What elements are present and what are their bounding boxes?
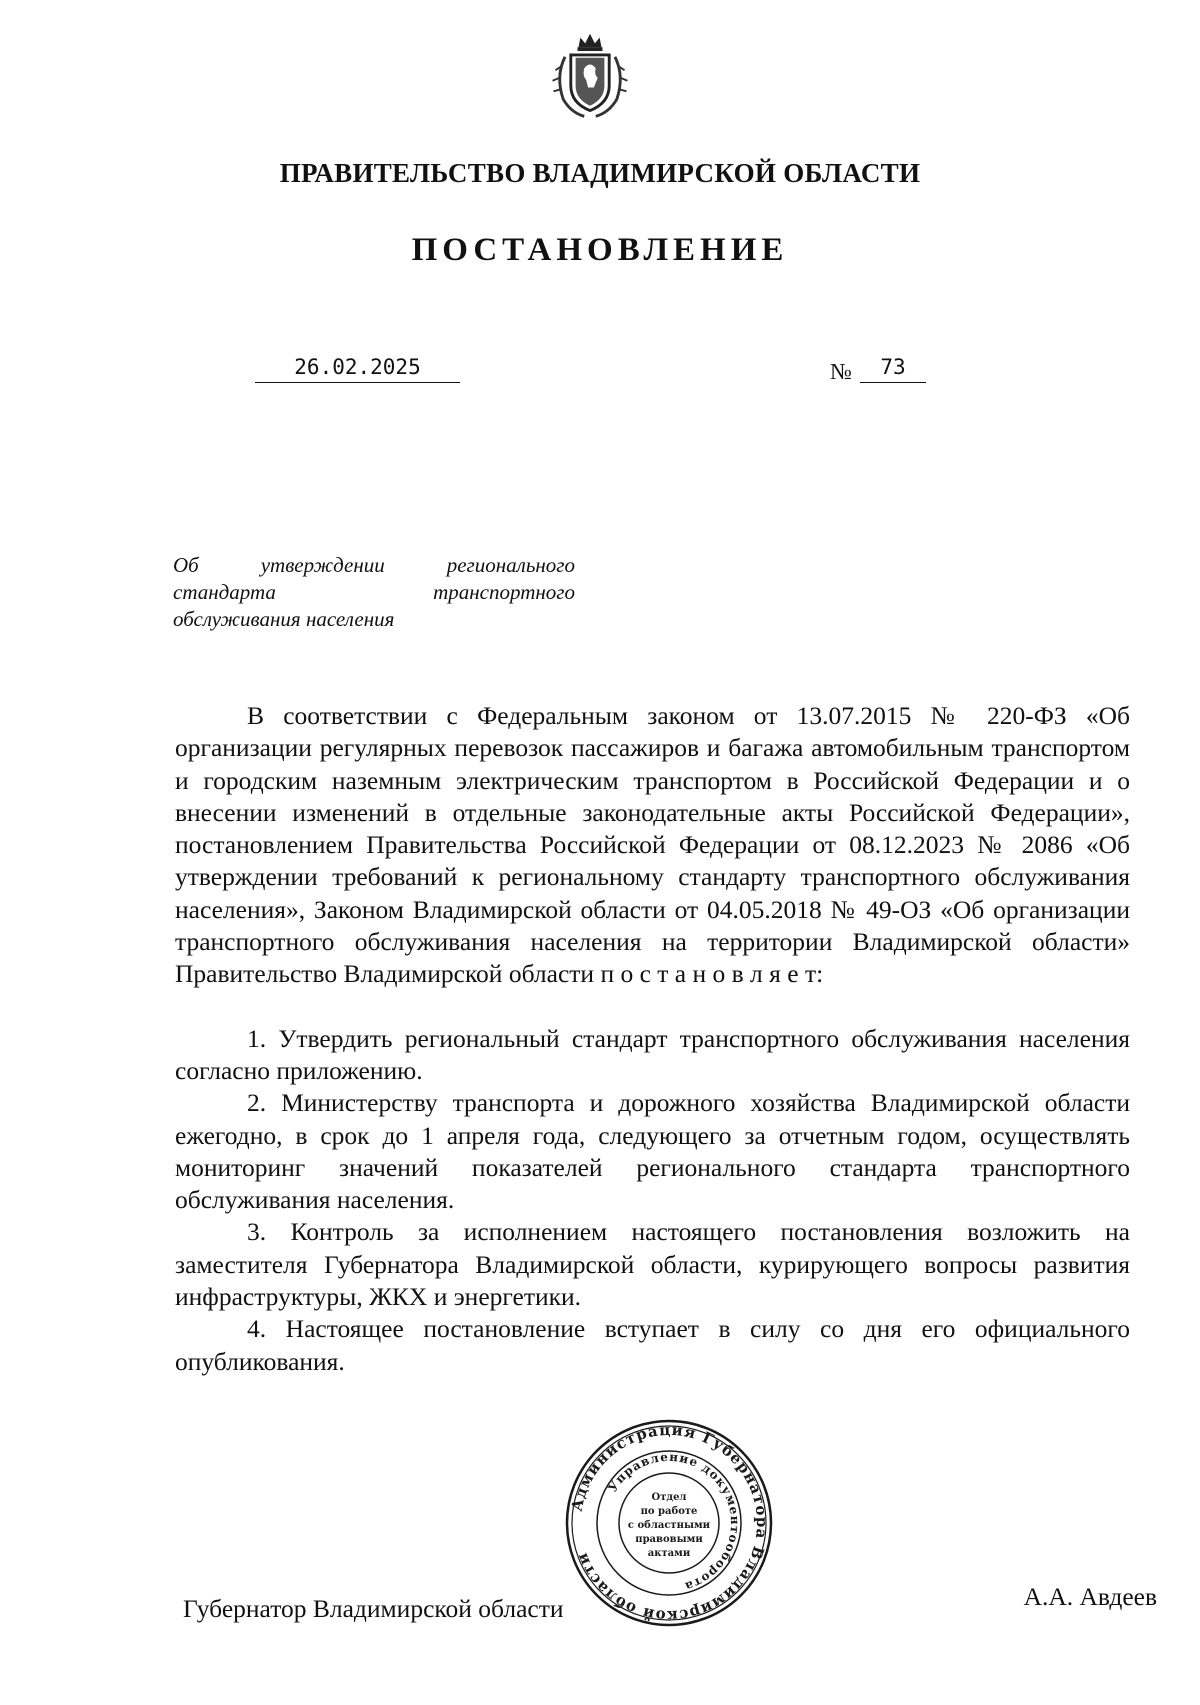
stamp-center-line: актами — [647, 1548, 691, 1559]
coat-of-arms-icon — [542, 28, 638, 124]
document-subject — [173, 552, 575, 633]
preamble-paragraph: В соответствии с Федеральным законом от 13.07.2015 № 220-ФЗ «Об организации регулярных перевозок пассажиров и багажа автомобильным транспортом и городским наземным электрическим транспортом в Российской Федерации и о внесении изменений в отдельные законодательные акты Российской Федерации», постановлением Правительства Российской Федерации от 08.12.2023 № 2086 «Об утверждении требований к региональному стандарту транспортного обслуживания населения», Законом Владимирской области от 04.05.2018 № 49-ОЗ «Об организации транспортного обслуживания населения на территории Владимирской области» Правительство Владимирской области п о с т а н о в л я е т: — [175, 701, 1130, 989]
subject-line: стандарта транспортного — [173, 580, 575, 604]
document-body — [175, 700, 1130, 1378]
stamp-inner-text: Управление документооборота — [605, 1449, 743, 1594]
number-sign: № — [830, 359, 852, 384]
stamp-center-line: правовыми — [635, 1534, 703, 1545]
list-item: 1. Утвердить региональный стандарт транспортного обслуживания населения согласно приложению. — [175, 1023, 1130, 1085]
document-number: 73 — [860, 355, 926, 383]
stamp-center-line: с областными — [627, 1520, 711, 1531]
list-item: 2. Министерству транспорта и дорожного хозяйства Владимирской области ежегодно, в срок до 1 апреля года, следующего за отчетным годом, осуществлять мониторинг значений показателей регионального стандарта транспортного обслуживания населения. — [175, 1088, 1130, 1215]
document-type-title: ПОСТАНОВЛЕНИЕ — [411, 232, 789, 268]
list-item: 3. Контроль за исполнением настоящего постановления возложить на заместителя Губернатора Владимирской области, курирующего вопросы развития инфраструктуры, ЖКХ и энергетики. — [175, 1217, 1130, 1312]
organization-title: ПРАВИТЕЛЬСТВО ВЛАДИМИРСКОЙ ОБЛАСТИ — [279, 158, 921, 188]
stamp-center-line: Отдел — [651, 1492, 687, 1503]
stamp-center-line: по работе — [640, 1506, 698, 1517]
signer-name: А.А. Авдеев — [1023, 1582, 1157, 1611]
signer-position: Губернатор Владимирской области — [183, 1594, 564, 1623]
stamp-outer-text: Администрация Губернатора Владимирской области — [567, 1420, 772, 1626]
subject-line: Об утверждении регионального — [173, 553, 575, 577]
list-item: 4. Настоящее постановление вступает в силу со дня его официального опубликования. — [175, 1314, 1130, 1376]
subject-line: обслуживания населения — [173, 607, 395, 631]
official-stamp-icon — [564, 1418, 774, 1628]
document-date: 26.02.2025 — [255, 355, 460, 383]
